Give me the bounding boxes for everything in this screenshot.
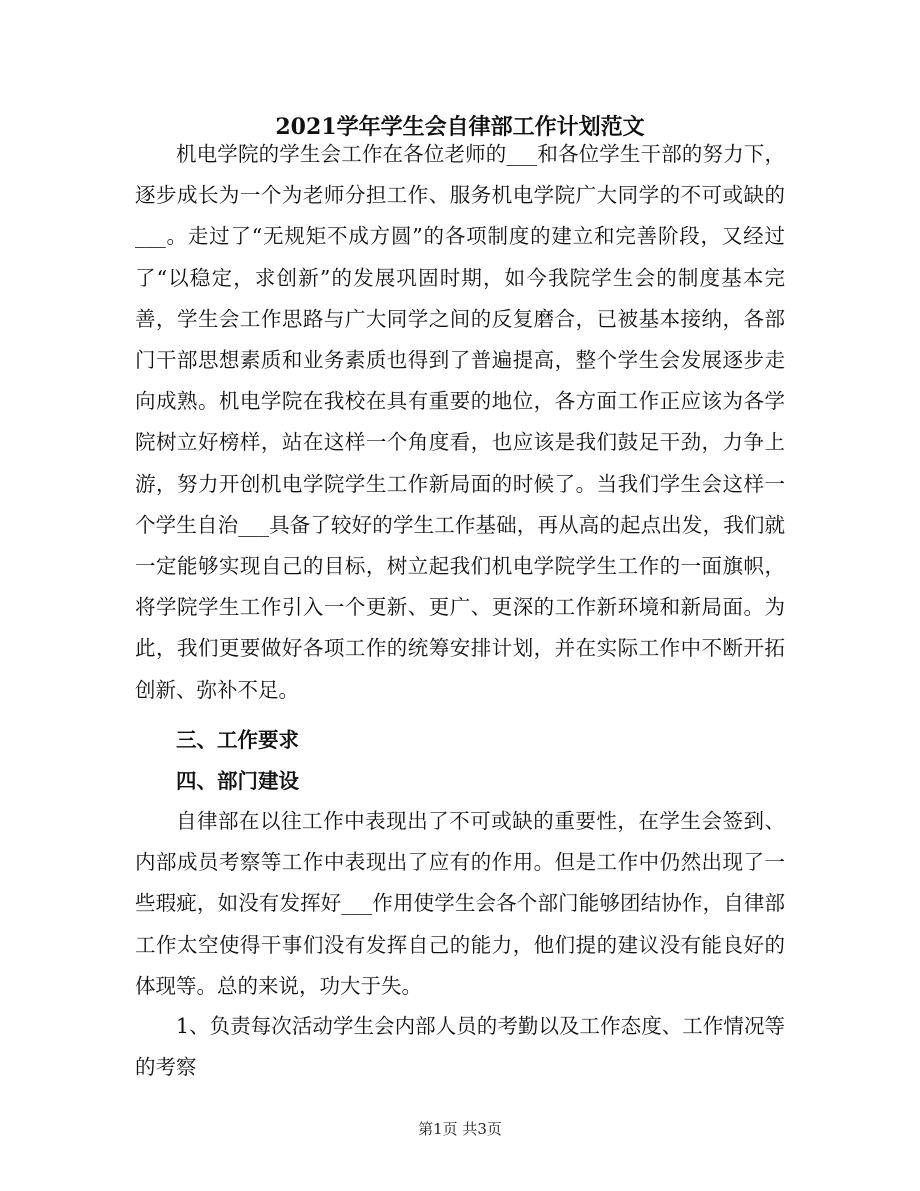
page-number-footer: 第1页 共3页 [418,1120,502,1138]
section-heading-work-requirements: 三、工作要求 [176,728,299,752]
paragraph-department-review: 自律部在以往工作中表现出了不可或缺的重要性，在学生会签到、内部成员考察等工作中表现出了应有的作用。但是工作中仍然出现了一些瑕疵，如没有发挥好___作用使学生会各个部门能够团结协作，自律部工作太空使得干事们没有发挥自己的能力，他们提的建议没有能良好的体现等。总的来说，功大于失。 [135,809,785,998]
paragraph-intro: 机电学院的学生会工作在各位老师的___和各位学生干部的努力下，逐步成长为一个为老师分担工作、服务机电学院广大同学的不可或缺的___。走过了“无规矩不成方圆”的各项制度的建立和完善阶段，又经过了“以稳定，求创新”的发展巩固时期，如今我院学生会的制度基本完善，学生会工作思路与广大同学之间的反复磨合，已被基本接纳，各部门干部思想素质和业务素质也得到了普遍提高，整个学生会发展逐步走向成熟。机电学院在我校在具有重要的地位，各方面工作正应该为各学院树立好榜样，站在这样一个角度看，也应该是我们鼓足干劲，力争上游，努力开创机电学院学生工作新局面的时候了。当我们学生会这样一个学生自治___具备了较好的学生工作基础，再从高的起点出发，我们就一定能够实现自己的目标，树立起我们机电学院学生工作的一面旗帜，将学院学生工作引入一个更新、更广、更深的工作新环境和新局面。为此，我们更要做好各项工作的统筹安排计划，并在实际工作中不断开拓创新、弥补不足。 [135,142,785,702]
paragraph-item-1: 1、负责每次活动学生会内部人员的考勤以及工作态度、工作情况等的考察 [135,1014,785,1080]
document-title: 2021学年学生会自律部工作计划范文 [275,114,645,140]
section-heading-department-building: 四、部门建设 [176,769,299,793]
